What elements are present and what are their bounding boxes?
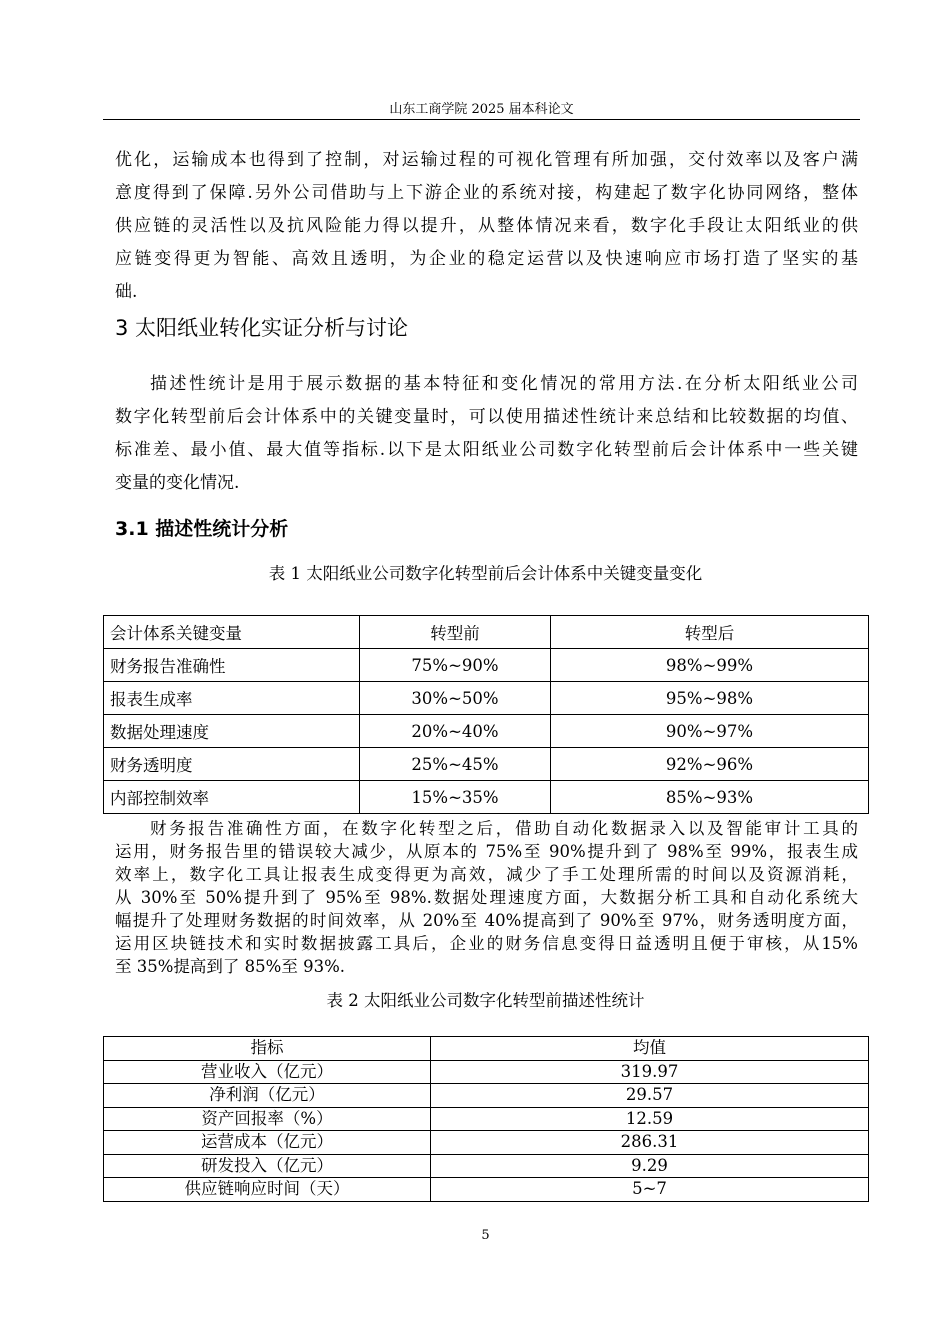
table-cell: 92%~96% [551,748,869,781]
text-line: 运用，财务报告里的错误较大减少，从原本的 75%至 90%提升到了 98%至 99%，报表生成 [115,842,858,861]
subsection-heading: 3.1 描述性统计分析 [115,518,289,540]
table-cell: 29.57 [431,1084,869,1108]
column-header: 转型前 [360,616,551,649]
table-cell: 报表生成率 [104,682,360,715]
text-line: 优化，运输成本也得到了控制，对运输过程的可视化管理有所加强，交付效率以及客户满 [115,150,858,170]
header-divider [103,119,860,120]
page-number: 5 [481,1228,490,1243]
text-line: 幅提升了处理财务数据的时间效率，从 20%至 40%提高到了 90%至 97%，财务透明度方面， [115,911,858,930]
column-header: 均值 [431,1037,869,1061]
table-cell: 319.97 [431,1060,869,1084]
table-row [104,1131,869,1155]
table-cell: 95%~98% [551,682,869,715]
text-line: 数字化转型前后会计体系中的关键变量时，可以使用描述性统计来总结和比较数据的均值、 [115,407,858,427]
table-cell: 数据处理速度 [104,715,360,748]
table-cell: 286.31 [431,1131,869,1155]
column-header: 会计体系关键变量 [104,616,360,649]
table-header-row [104,616,869,649]
table-cell: 25%~45% [360,748,551,781]
text-line: 应链变得更为智能、高效且透明，为企业的稳定运营以及快速响应市场打造了坚实的基 [115,249,858,269]
table-cell: 9.29 [431,1154,869,1178]
table-cell: 净利润（亿元） [104,1084,431,1108]
table-row [104,1154,869,1178]
table-cell: 运营成本（亿元） [104,1131,431,1155]
table-cell: 12.59 [431,1107,869,1131]
page-header: 山东工商学院 2025 届本科论文 [389,102,574,117]
table-row [104,1084,869,1108]
text-line: 意度得到了保障.另外公司借助与上下游企业的系统对接，构建起了数字化协同网络，整体 [115,183,858,203]
table-cell: 财务报告准确性 [104,649,360,682]
table-cell: 85%~93% [551,781,869,814]
table-cell: 75%~90% [360,649,551,682]
table-row [104,649,869,682]
table-cell: 研发投入（亿元） [104,1154,431,1178]
table-cell: 98%~99% [551,649,869,682]
table1-caption: 表 1 太阳纸业公司数字化转型前后会计体系中关键变量变化 [268,564,703,583]
table-descriptive-stats [103,1036,869,1202]
text-line: 财务报告准确性方面，在数字化转型之后，借助自动化数据录入以及智能审计工具的 [150,819,858,838]
table2-caption: 表 2 太阳纸业公司数字化转型前描述性统计 [326,991,645,1010]
table-cell: 资产回报率（%） [104,1107,431,1131]
text-line: 效率上，数字化工具让报表生成变得更为高效，减少了手工处理所需的时间以及资源消耗， [115,865,858,884]
section-heading: 3 太阳纸业转化实证分析与讨论 [115,316,409,340]
table-row [104,1178,869,1202]
table-cell: 5~7 [431,1178,869,1202]
table-row [104,682,869,715]
table-row [104,1060,869,1084]
column-header: 转型后 [551,616,869,649]
text-line: 础. [115,282,138,302]
table-cell: 财务透明度 [104,748,360,781]
text-line: 从 30%至 50%提升到了 95%至 98%.数据处理速度方面，大数据分析工具和自动化系统大 [115,888,858,907]
table-cell: 供应链响应时间（天） [104,1178,431,1202]
table-cell: 营业收入（亿元） [104,1060,431,1084]
table-cell: 30%~50% [360,682,551,715]
column-header: 指标 [104,1037,431,1061]
table-cell: 15%~35% [360,781,551,814]
text-line: 至 35%提高到了 85%至 93%. [115,957,346,976]
text-line: 供应链的灵活性以及抗风险能力得以提升，从整体情况来看，数字化手段让太阳纸业的供 [115,216,858,236]
table-row [104,1107,869,1131]
table-cell: 20%~40% [360,715,551,748]
text-line: 运用区块链技术和实时数据披露工具后，企业的财务信息变得日益透明且便于审核，从15% [115,934,858,953]
table-cell: 90%~97% [551,715,869,748]
table-key-variables [103,615,869,814]
table-header-row [104,1037,869,1061]
table-row [104,748,869,781]
table-cell: 内部控制效率 [104,781,360,814]
table-row [104,781,869,814]
text-line: 描述性统计是用于展示数据的基本特征和变化情况的常用方法.在分析太阳纸业公司 [150,374,858,394]
text-line: 标准差、最小值、最大值等指标.以下是太阳纸业公司数字化转型前后会计体系中一些关键 [115,440,858,460]
text-line: 变量的变化情况. [115,473,240,493]
table-row [104,715,869,748]
